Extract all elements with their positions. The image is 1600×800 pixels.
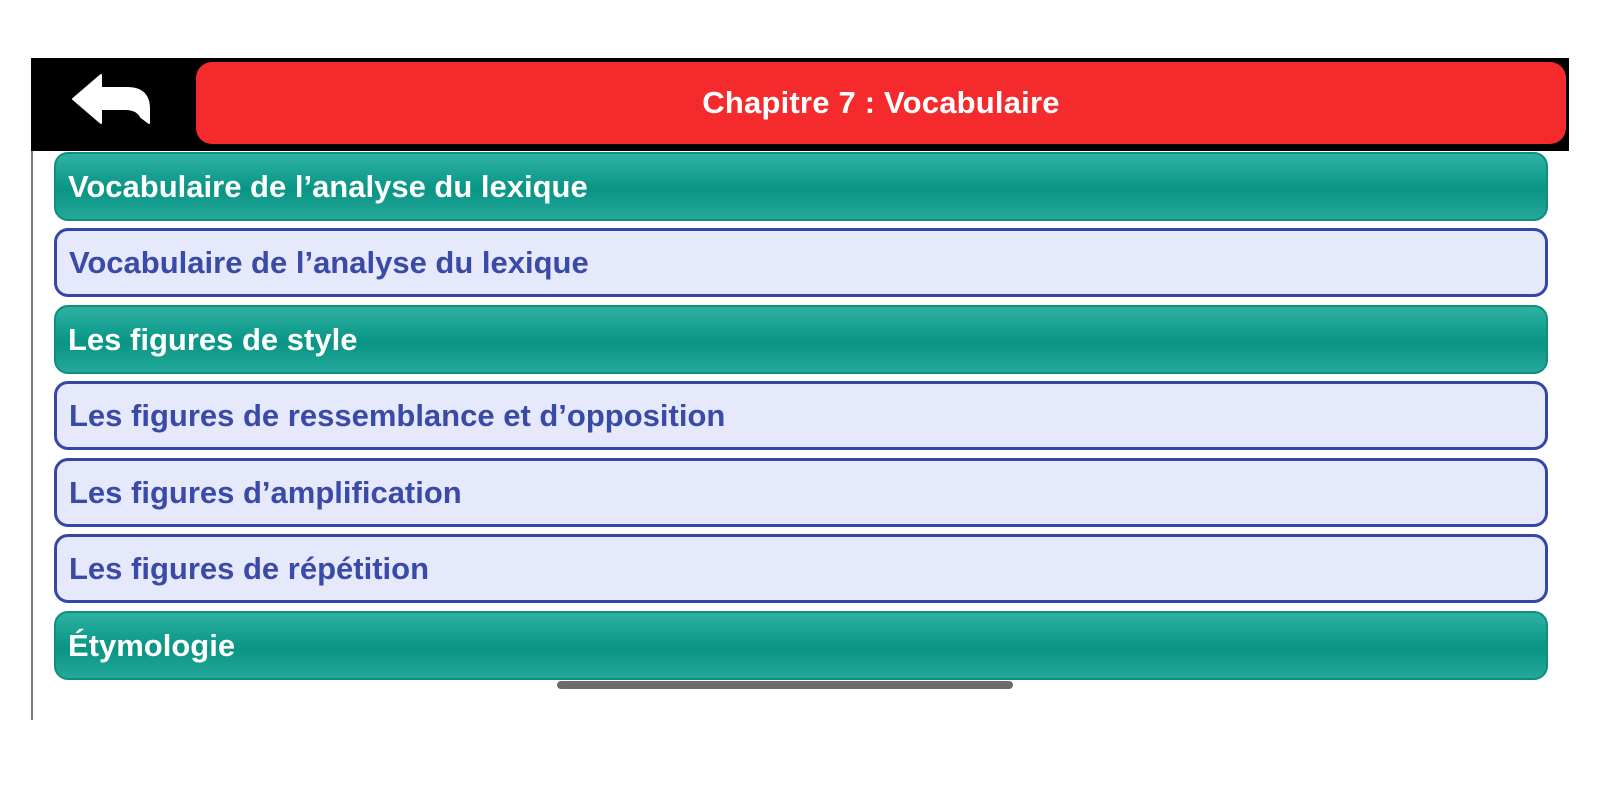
title-banner: [196, 62, 1566, 144]
list-item-lesson[interactable]: [54, 381, 1548, 450]
list-item-label: Les figures d’amplification: [69, 474, 462, 510]
app-screen: [31, 58, 1569, 720]
list-item-label: Vocabulaire de l’analyse du lexique: [68, 168, 588, 204]
list-item-lesson[interactable]: [54, 458, 1548, 527]
list-item-lesson[interactable]: [54, 228, 1548, 297]
header-bar: [31, 58, 1569, 151]
list-item-label: Les figures de ressemblance et d’opposition: [69, 397, 726, 433]
back-arrow-icon: [71, 73, 153, 133]
list-item-section[interactable]: [54, 152, 1548, 221]
list-item-label: Vocabulaire de l’analyse du lexique: [69, 244, 589, 280]
list-item-lesson[interactable]: [54, 534, 1548, 603]
home-indicator[interactable]: [557, 681, 1013, 689]
left-edge-divider: [31, 58, 33, 720]
back-button[interactable]: [71, 73, 153, 133]
list-item-label: Les figures de répétition: [69, 550, 430, 586]
list-item-label: Étymologie: [68, 627, 236, 663]
list-item-section[interactable]: [54, 611, 1548, 680]
page-title: Chapitre 7 : Vocabulaire: [702, 85, 1060, 120]
list-item-label: Les figures de style: [68, 321, 358, 357]
list-item-section[interactable]: [54, 305, 1548, 374]
